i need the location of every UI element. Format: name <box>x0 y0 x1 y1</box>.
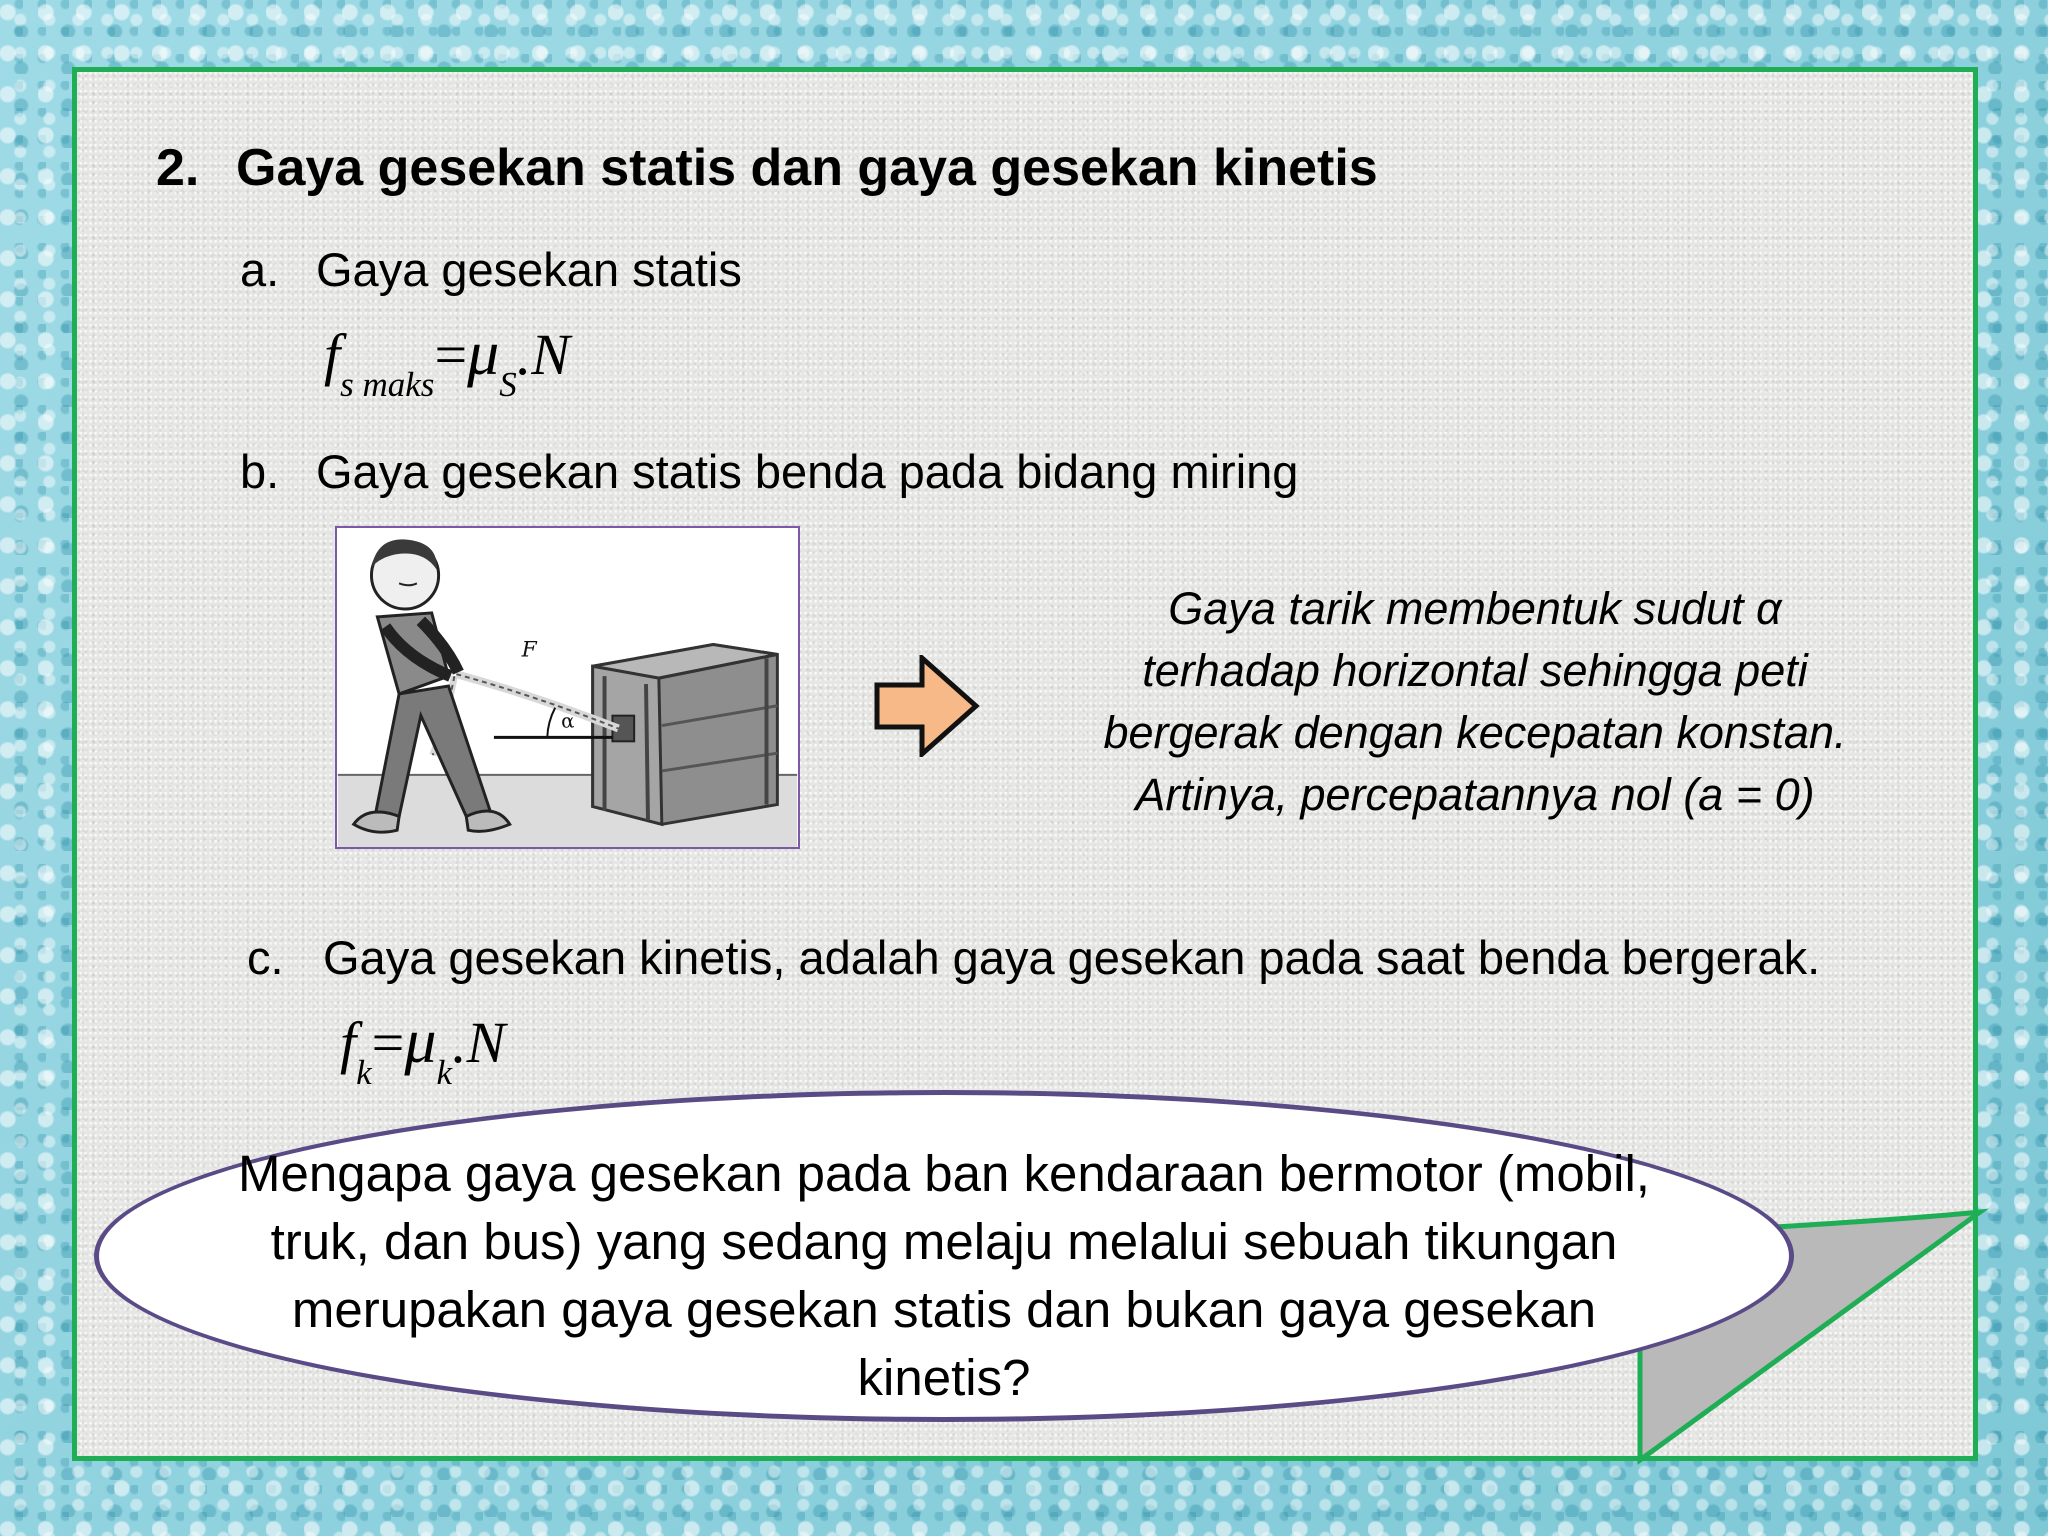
section-number: 2. <box>156 139 200 197</box>
boy-pulling-crate-illustration <box>335 526 800 849</box>
section-heading <box>156 138 1378 198</box>
item-c <box>247 930 1820 985</box>
right-arrow-icon <box>874 655 980 757</box>
item-c-text: Gaya gesekan kinetis, adalah gaya gesekan pada saat benda bergerak. <box>323 931 1821 984</box>
formula-f-subscript: s maks <box>340 365 435 404</box>
formula-mu-subscript: k <box>436 1053 453 1092</box>
formula-equals: = <box>371 1010 405 1075</box>
question-line: kinetis? <box>857 1349 1031 1406</box>
section-title: Gaya gesekan statis dan gaya gesekan kinetis <box>236 139 1378 197</box>
static-friction-formula <box>324 316 570 404</box>
item-b-label: b. <box>240 445 280 498</box>
formula-equals: = <box>434 322 468 387</box>
explanation-line: Gaya tarik membentuk sudut α <box>1168 583 1782 634</box>
question-line: merupakan gaya gesekan statis dan bukan gaya gesekan <box>291 1281 1597 1338</box>
question-line: truk, dan bus) yang sedang melaju melalui sebuah tikungan <box>270 1213 1618 1270</box>
question-line: Mengapa gaya gesekan pada ban kendaraan bermotor (mobil, <box>238 1145 1650 1202</box>
item-a <box>240 242 742 297</box>
kinetic-friction-formula <box>340 1004 506 1092</box>
formula-f-subscript: k <box>356 1053 372 1092</box>
item-b <box>240 444 1298 499</box>
force-label: F <box>521 637 537 663</box>
formula-rest: .N <box>452 1010 506 1075</box>
formula-f: f <box>340 1010 357 1075</box>
angle-label: α <box>561 709 575 733</box>
explanation-line: terhadap horizontal sehingga peti <box>1142 645 1808 696</box>
explanation-line: bergerak dengan kecepatan konstan. <box>1103 707 1847 758</box>
formula-mu: μ <box>404 1005 437 1076</box>
item-c-label: c. <box>247 931 284 984</box>
question-text <box>94 1140 1794 1412</box>
formula-mu: μ <box>467 317 500 388</box>
item-a-text: Gaya gesekan statis <box>316 243 742 296</box>
explanation-text <box>1035 578 1915 826</box>
illustration-svg <box>337 528 798 847</box>
item-a-label: a. <box>240 243 280 296</box>
explanation-line: Artinya, percepatannya nol (a = 0) <box>1135 769 1815 820</box>
formula-mu-subscript: S <box>499 365 517 404</box>
formula-rest: .N <box>516 322 570 387</box>
formula-f: f <box>324 322 341 387</box>
item-b-text: Gaya gesekan statis benda pada bidang miring <box>316 445 1299 498</box>
